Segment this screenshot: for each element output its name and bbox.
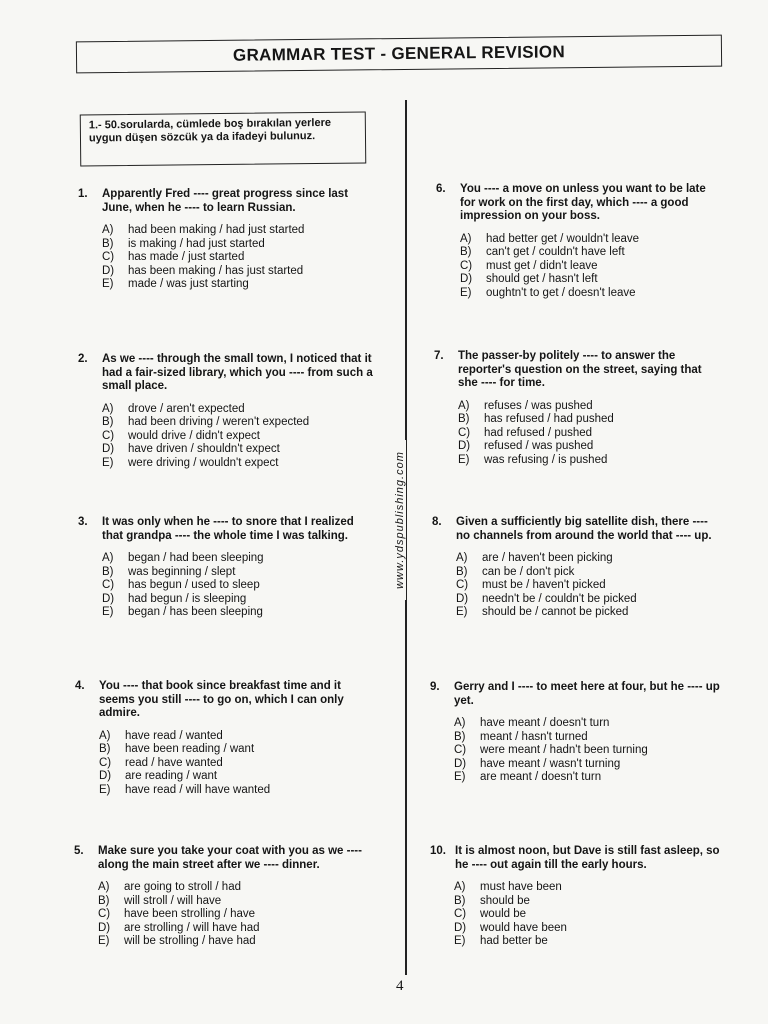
option-a[interactable] bbox=[102, 403, 378, 417]
option-c[interactable] bbox=[454, 908, 724, 922]
option-d[interactable] bbox=[102, 593, 378, 607]
question-number: 2. bbox=[78, 353, 88, 365]
option-text: were driving / wouldn't expect bbox=[128, 456, 279, 469]
option-text: had better be bbox=[480, 935, 548, 947]
option-letter: B) bbox=[99, 743, 111, 755]
option-letter: C) bbox=[458, 426, 471, 439]
page-title: GRAMMAR TEST - GENERAL REVISION bbox=[232, 42, 566, 65]
option-letter: D) bbox=[99, 770, 112, 782]
option-text: should be / cannot be picked bbox=[482, 606, 629, 618]
option-c[interactable] bbox=[460, 260, 721, 274]
option-letter: A) bbox=[458, 399, 470, 412]
option-text: had been driving / weren't expected bbox=[128, 416, 310, 428]
option-text: are meant / doesn't turn bbox=[480, 771, 602, 783]
option-text: have meant / doesn't turn bbox=[480, 717, 610, 729]
option-letter: E) bbox=[98, 935, 110, 947]
option-d[interactable] bbox=[456, 593, 724, 607]
option-letter: E) bbox=[99, 783, 111, 796]
question-text: Apparently Fred ---- great progress since last June, when he ---- to learn Russian. bbox=[102, 188, 349, 214]
option-b[interactable] bbox=[102, 238, 378, 252]
question-text: You ---- a move on unless you want to be late for work on the first day, which ---- a good impression on your boss. bbox=[460, 183, 706, 222]
option-text: refused / was pushed bbox=[484, 440, 594, 452]
option-text: would be bbox=[480, 908, 527, 920]
option-e[interactable] bbox=[102, 457, 378, 471]
option-text: have read / will have wanted bbox=[125, 783, 271, 796]
question-number: 6. bbox=[436, 183, 446, 195]
instructions-text: 1.- 50.sorularda, cümlede boş bırakılan yerlere uygun düşen sözcük ya da ifadeyi bulunuz. bbox=[88, 116, 332, 145]
question-text: It is almost noon, but Dave is still fast asleep, so he ---- out again till the early hours. bbox=[455, 845, 720, 871]
option-e[interactable] bbox=[460, 287, 721, 301]
option-text: should be bbox=[480, 894, 530, 907]
option-text: read / have wanted bbox=[125, 756, 223, 769]
option-b[interactable] bbox=[458, 413, 724, 427]
option-text: needn't be / couldn't be picked bbox=[482, 592, 637, 605]
option-b[interactable] bbox=[456, 566, 724, 580]
option-c[interactable] bbox=[102, 430, 378, 444]
option-e[interactable] bbox=[98, 935, 374, 949]
option-letter: A) bbox=[98, 881, 110, 893]
option-d[interactable] bbox=[460, 273, 721, 287]
question-text: As we ---- through the small town, I noticed that it had a fair-sized library, which you ---- from such a small place. bbox=[102, 353, 373, 392]
option-e[interactable] bbox=[454, 771, 724, 785]
option-letter: D) bbox=[102, 264, 115, 277]
option-text: can be / don't pick bbox=[482, 565, 575, 578]
option-letter: D) bbox=[456, 592, 469, 605]
option-e[interactable] bbox=[99, 784, 375, 798]
question-9 bbox=[430, 681, 724, 785]
option-text: can't get / couldn't have left bbox=[486, 246, 625, 258]
option-letter: A) bbox=[99, 729, 111, 742]
option-d[interactable] bbox=[98, 922, 374, 936]
option-letter: E) bbox=[102, 456, 114, 469]
option-text: oughtn't to get / doesn't leave bbox=[486, 286, 636, 299]
option-text: must get / didn't leave bbox=[486, 259, 598, 272]
option-text: was beginning / slept bbox=[128, 565, 236, 578]
option-text: would drive / didn't expect bbox=[128, 429, 260, 442]
option-text: are strolling / will have had bbox=[124, 921, 260, 934]
option-text: made / was just starting bbox=[128, 278, 249, 290]
option-b[interactable] bbox=[454, 895, 724, 909]
option-b[interactable] bbox=[454, 731, 724, 745]
option-c[interactable] bbox=[458, 427, 724, 441]
question-2 bbox=[78, 353, 378, 470]
option-letter: B) bbox=[102, 565, 114, 578]
option-letter: B) bbox=[98, 894, 110, 907]
option-letter: A) bbox=[454, 717, 466, 729]
question-7 bbox=[434, 350, 724, 467]
option-letter: D) bbox=[460, 273, 473, 285]
option-letter: B) bbox=[458, 413, 470, 425]
option-letter: C) bbox=[102, 579, 115, 591]
option-a[interactable] bbox=[99, 730, 375, 744]
question-number: 1. bbox=[78, 188, 88, 200]
question-4 bbox=[75, 680, 375, 797]
option-letter: D) bbox=[458, 440, 471, 452]
question-number: 4. bbox=[75, 680, 85, 692]
option-letter: B) bbox=[102, 237, 114, 250]
question-number: 7. bbox=[434, 350, 444, 362]
question-text: It was only when he ---- to snore that I realized that grandpa ---- the whole time I was talking. bbox=[102, 516, 354, 542]
option-text: began / has been sleeping bbox=[128, 606, 263, 618]
option-letter: D) bbox=[102, 443, 115, 455]
option-text: would have been bbox=[480, 921, 567, 934]
option-a[interactable] bbox=[458, 400, 724, 414]
option-letter: A) bbox=[460, 232, 472, 245]
option-letter: A) bbox=[456, 552, 468, 564]
option-letter: B) bbox=[460, 246, 472, 258]
option-d[interactable] bbox=[99, 770, 375, 784]
option-b[interactable] bbox=[102, 416, 378, 430]
option-letter: B) bbox=[454, 730, 466, 743]
option-text: have meant / wasn't turning bbox=[480, 757, 621, 770]
question-number: 10. bbox=[430, 845, 446, 857]
option-text: is making / had just started bbox=[128, 237, 265, 250]
page-number: 4 bbox=[396, 978, 404, 994]
option-c[interactable] bbox=[456, 579, 724, 593]
option-letter: B) bbox=[456, 565, 468, 578]
option-letter: E) bbox=[102, 606, 114, 618]
option-letter: C) bbox=[454, 744, 467, 756]
option-b[interactable] bbox=[102, 566, 378, 580]
option-text: drove / aren't expected bbox=[128, 402, 245, 415]
option-letter: A) bbox=[102, 552, 114, 564]
question-number: 5. bbox=[74, 845, 84, 857]
option-b[interactable] bbox=[99, 743, 375, 757]
option-d[interactable] bbox=[454, 758, 724, 772]
question-text: Gerry and I ---- to meet here at four, but he ---- up yet. bbox=[454, 681, 720, 707]
option-c[interactable] bbox=[99, 757, 375, 771]
option-letter: B) bbox=[102, 416, 114, 428]
option-letter: C) bbox=[102, 251, 115, 263]
option-text: were meant / hadn't been turning bbox=[480, 744, 648, 756]
instructions-box bbox=[80, 112, 367, 167]
option-b[interactable] bbox=[98, 895, 374, 909]
option-text: must have been bbox=[480, 881, 562, 893]
option-c[interactable] bbox=[454, 744, 724, 758]
option-text: had been making / had just started bbox=[128, 224, 305, 236]
option-letter: D) bbox=[454, 921, 467, 934]
option-letter: C) bbox=[460, 259, 473, 272]
option-d[interactable] bbox=[102, 265, 378, 279]
question-number: 3. bbox=[78, 516, 88, 528]
question-1 bbox=[78, 188, 378, 292]
option-text: have been reading / want bbox=[125, 743, 255, 755]
option-letter: C) bbox=[456, 579, 469, 591]
option-b[interactable] bbox=[460, 246, 721, 260]
option-letter: D) bbox=[102, 592, 115, 605]
option-text: have driven / shouldn't expect bbox=[128, 443, 280, 455]
option-text: have been strolling / have bbox=[124, 908, 256, 920]
option-text: has refused / had pushed bbox=[484, 413, 614, 425]
option-letter: C) bbox=[454, 908, 467, 920]
option-text: will stroll / will have bbox=[124, 894, 222, 907]
option-letter: E) bbox=[102, 278, 114, 290]
option-a[interactable] bbox=[454, 881, 724, 895]
option-letter: D) bbox=[454, 757, 467, 770]
option-a[interactable] bbox=[98, 881, 374, 895]
question-text: You ---- that book since breakfast time and it seems you still ---- to go on, which I can only admire. bbox=[99, 680, 344, 719]
option-d[interactable] bbox=[458, 440, 724, 454]
option-text: had refused / pushed bbox=[484, 426, 593, 439]
option-text: began / had been sleeping bbox=[128, 552, 264, 564]
option-a[interactable] bbox=[454, 717, 724, 731]
option-text: will be strolling / have had bbox=[124, 935, 256, 947]
question-10 bbox=[430, 845, 724, 949]
option-letter: B) bbox=[454, 894, 466, 907]
option-letter: E) bbox=[454, 935, 466, 947]
option-e[interactable] bbox=[456, 606, 724, 620]
option-letter: C) bbox=[99, 756, 112, 769]
option-letter: D) bbox=[98, 921, 111, 934]
option-letter: A) bbox=[102, 224, 114, 236]
option-e[interactable] bbox=[454, 935, 724, 949]
option-text: had better get / wouldn't leave bbox=[486, 232, 640, 245]
option-d[interactable] bbox=[454, 922, 724, 936]
option-text: was refusing / is pushed bbox=[484, 453, 608, 466]
question-3 bbox=[78, 516, 378, 620]
option-c[interactable] bbox=[102, 251, 378, 265]
option-e[interactable] bbox=[102, 606, 378, 620]
option-letter: C) bbox=[102, 429, 115, 442]
option-text: have read / wanted bbox=[125, 729, 223, 742]
option-letter: E) bbox=[458, 453, 470, 466]
option-text: had begun / is sleeping bbox=[128, 592, 247, 605]
option-letter: A) bbox=[454, 881, 466, 893]
option-a[interactable] bbox=[102, 224, 378, 238]
option-letter: E) bbox=[454, 771, 466, 783]
option-text: must be / haven't picked bbox=[482, 579, 606, 591]
question-number: 9. bbox=[430, 681, 440, 693]
question-text: The passer-by politely ---- to answer the reporter's question on the street, saying that she ---- for time. bbox=[458, 350, 702, 389]
watermark-text: www.ydspublishing.com bbox=[394, 440, 406, 600]
question-text: Make sure you take your coat with you as we ---- along the main street after we ---- dinner. bbox=[98, 845, 362, 871]
question-6 bbox=[436, 183, 721, 300]
option-d[interactable] bbox=[102, 443, 378, 457]
option-text: are reading / want bbox=[125, 770, 218, 782]
option-letter: E) bbox=[456, 606, 468, 618]
question-number: 8. bbox=[432, 516, 442, 528]
option-letter: E) bbox=[460, 286, 472, 299]
option-a[interactable] bbox=[102, 552, 378, 566]
option-letter: A) bbox=[102, 402, 114, 415]
option-e[interactable] bbox=[458, 454, 724, 468]
option-letter: C) bbox=[98, 908, 111, 920]
option-text: refuses / was pushed bbox=[484, 399, 593, 412]
question-5 bbox=[74, 845, 374, 949]
option-e[interactable] bbox=[102, 278, 378, 292]
option-text: has been making / has just started bbox=[128, 264, 304, 277]
title-box bbox=[76, 35, 722, 74]
option-c[interactable] bbox=[102, 579, 378, 593]
question-8 bbox=[432, 516, 724, 620]
option-a[interactable] bbox=[456, 552, 724, 566]
option-text: has made / just started bbox=[128, 251, 245, 263]
question-text: Given a sufficiently big satellite dish, there ---- no channels from around the world that ---- up. bbox=[456, 516, 712, 542]
option-text: are going to stroll / had bbox=[124, 881, 241, 893]
option-text: has begun / used to sleep bbox=[128, 579, 260, 591]
option-text: should get / hasn't left bbox=[486, 273, 598, 285]
option-c[interactable] bbox=[98, 908, 374, 922]
option-a[interactable] bbox=[460, 233, 721, 247]
option-text: meant / hasn't turned bbox=[480, 730, 588, 743]
option-text: are / haven't been picking bbox=[482, 552, 613, 564]
